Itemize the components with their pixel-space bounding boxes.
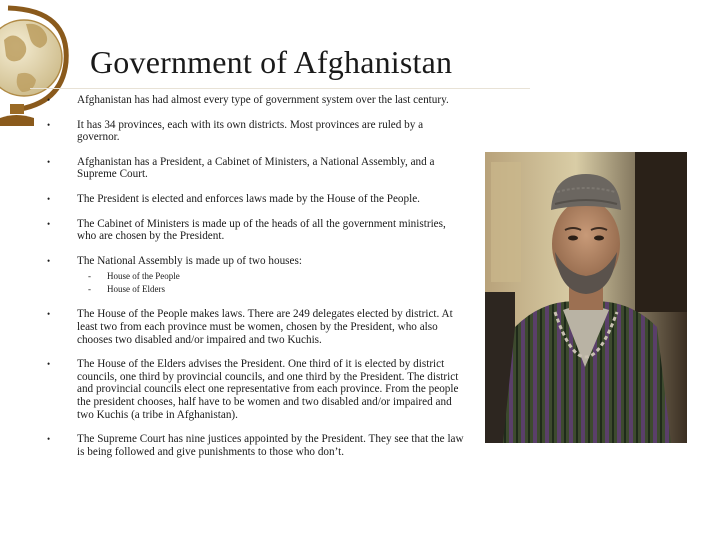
bullet-marker: • (47, 309, 51, 320)
bullet-item (47, 433, 467, 458)
bullet-item (47, 218, 467, 243)
sub-bullet-item (77, 270, 467, 283)
bullet-marker: • (47, 119, 51, 130)
sub-bullet-marker: - (88, 271, 91, 282)
bullet-item (47, 308, 467, 346)
bullet-text: The Cabinet of Ministers is made up of the heads of all the government ministries, who are chosen by the President. (77, 217, 446, 243)
sub-bullet-text: House of the People (107, 271, 180, 282)
bullet-text: Afghanistan has had almost every type of government system over the last century. (77, 94, 449, 106)
bullet-text: The President is elected and enforces laws made by the House of the People. (77, 192, 420, 205)
bullet-item (47, 94, 467, 107)
bullet-item (47, 255, 467, 297)
bullet-list (47, 94, 467, 470)
bullet-text: The Supreme Court has nine justices appointed by the President. They see that the law is being followed and give punishments to those who don’t. (77, 433, 464, 458)
sub-bullet-text: House of Elders (107, 284, 165, 295)
sub-bullet-marker: - (88, 284, 91, 295)
bullet-text: The House of the Elders advises the President. One third of it is elected by district councils, one third by provincial councils, and one third by the President. The district and provincial councils elect one representative from each province. From the people the president chooses, half have to be women and two disabled and/or impaired and two Kuchis (a tribe in Afghanistan). (77, 358, 459, 421)
bullet-item (47, 119, 467, 144)
bullet-item (47, 193, 467, 206)
bullet-text: Afghanistan has a President, a Cabinet of Ministers, a National Assembly, and a Supreme Court. (77, 155, 435, 181)
bullet-item (47, 156, 467, 181)
bullet-marker: • (47, 359, 51, 370)
bullet-marker: • (47, 95, 51, 105)
sub-bullet-item (77, 283, 467, 296)
portrait-photo (485, 152, 687, 443)
bullet-marker: • (47, 434, 51, 445)
slide-title: Government of Afghanistan (90, 44, 453, 80)
bullet-item (47, 358, 467, 421)
bullet-text: It has 34 provinces, each with its own districts. Most provinces are ruled by a governor. (77, 118, 424, 144)
sub-bullet-list (77, 270, 467, 296)
bullet-marker: • (47, 156, 51, 167)
title-divider (30, 88, 530, 89)
bullet-text: The National Assembly is made up of two houses: (77, 254, 302, 267)
bullet-marker: • (47, 255, 51, 266)
bullet-marker: • (47, 218, 51, 229)
bullet-marker: • (47, 193, 51, 204)
bullet-text: The House of the People makes laws. There are 249 delegates elected by district. At least two from each province must be women, chosen by the President, who also chooses two disabled and/or impaired and two Kuchis. (77, 308, 453, 346)
